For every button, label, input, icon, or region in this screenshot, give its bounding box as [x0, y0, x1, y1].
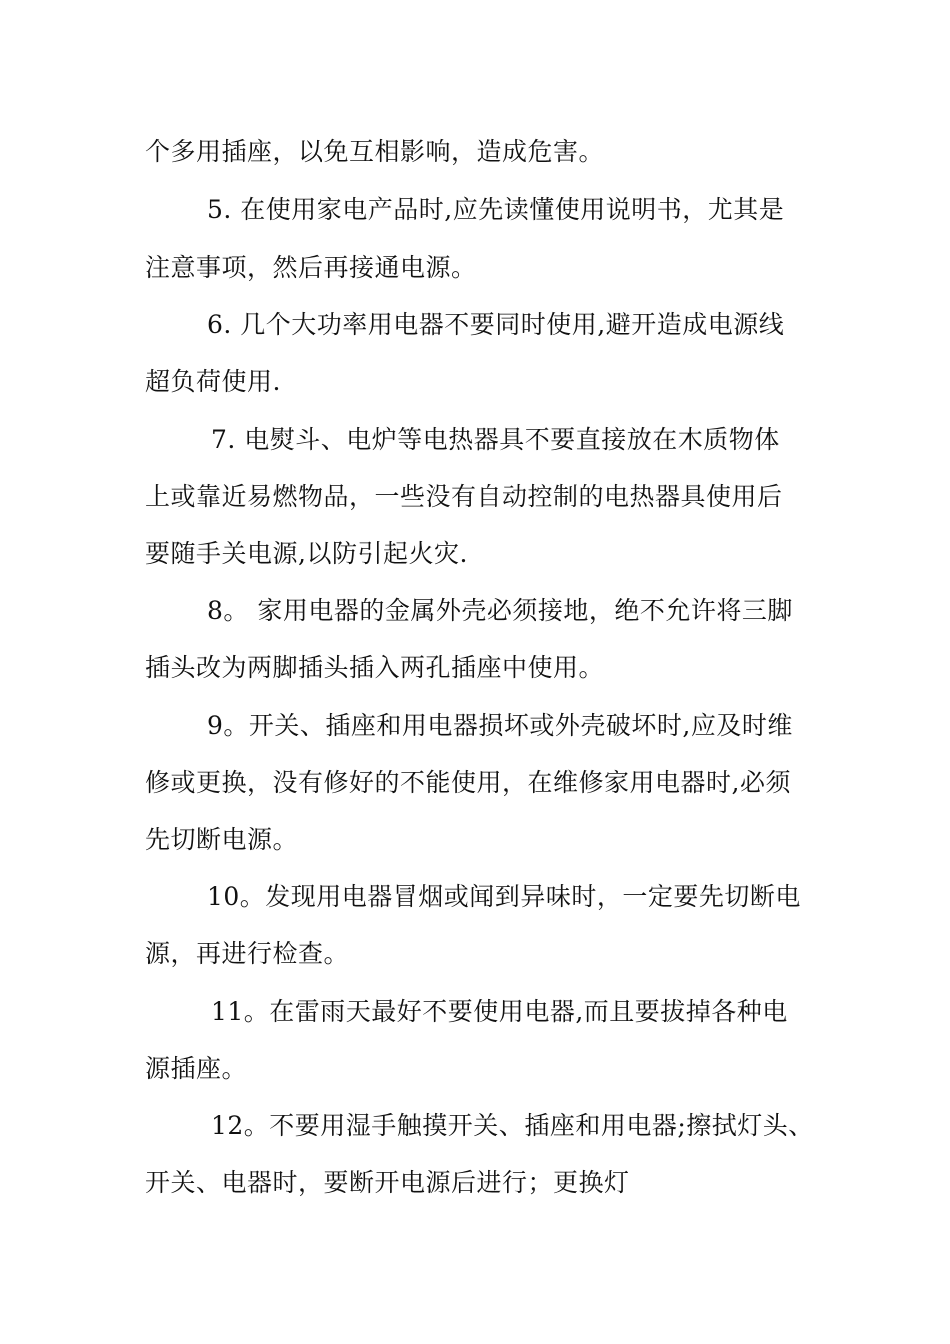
text-line: 注意事项，然后再接通电源。	[145, 253, 477, 282]
list-item-9: 9。开关、插座和用电器损坏或外壳破坏时,应及时维	[207, 711, 793, 740]
text-line: 源，再进行检查。	[145, 939, 350, 968]
text-line: 先切断电源。	[145, 825, 299, 854]
list-item-11: 11。在雷雨天最好不要使用电器,而且要拔掉各种电	[211, 997, 788, 1026]
text-line: 超负荷使用.	[145, 367, 281, 396]
list-item-12: 12。不要用湿手触摸开关、插座和用电器;擦拭灯头、	[211, 1111, 814, 1140]
text-line: 要随手关电源,以防引起火灾.	[145, 539, 468, 568]
text-line: 上或靠近易燃物品，一些没有自动控制的电热器具使用后	[145, 482, 783, 511]
list-item-5: 5. 在使用家电产品时,应先读懂使用说明书，尤其是	[207, 195, 785, 224]
list-item-8: 8。 家用电器的金属外壳必须接地，绝不允许将三脚	[207, 596, 793, 625]
text-line: 个多用插座，以免互相影响，造成危害。	[145, 137, 605, 166]
list-item-7: 7. 电熨斗、电炉等电热器具不要直接放在木质物体	[211, 425, 780, 454]
text-line: 修或更换，没有修好的不能使用，在维修家用电器时,必须	[145, 768, 791, 797]
list-item-10: 10。发现用电器冒烟或闻到异味时，一定要先切断电	[207, 882, 801, 911]
list-item-6: 6. 几个大功率用电器不要同时使用,避开造成电源线	[207, 310, 785, 339]
text-line: 插头改为两脚插头插入两孔插座中使用。	[145, 653, 605, 682]
text-line: 源插座。	[145, 1054, 248, 1083]
text-line: 开关、电器时，要断开电源后进行；更换灯	[145, 1168, 630, 1197]
